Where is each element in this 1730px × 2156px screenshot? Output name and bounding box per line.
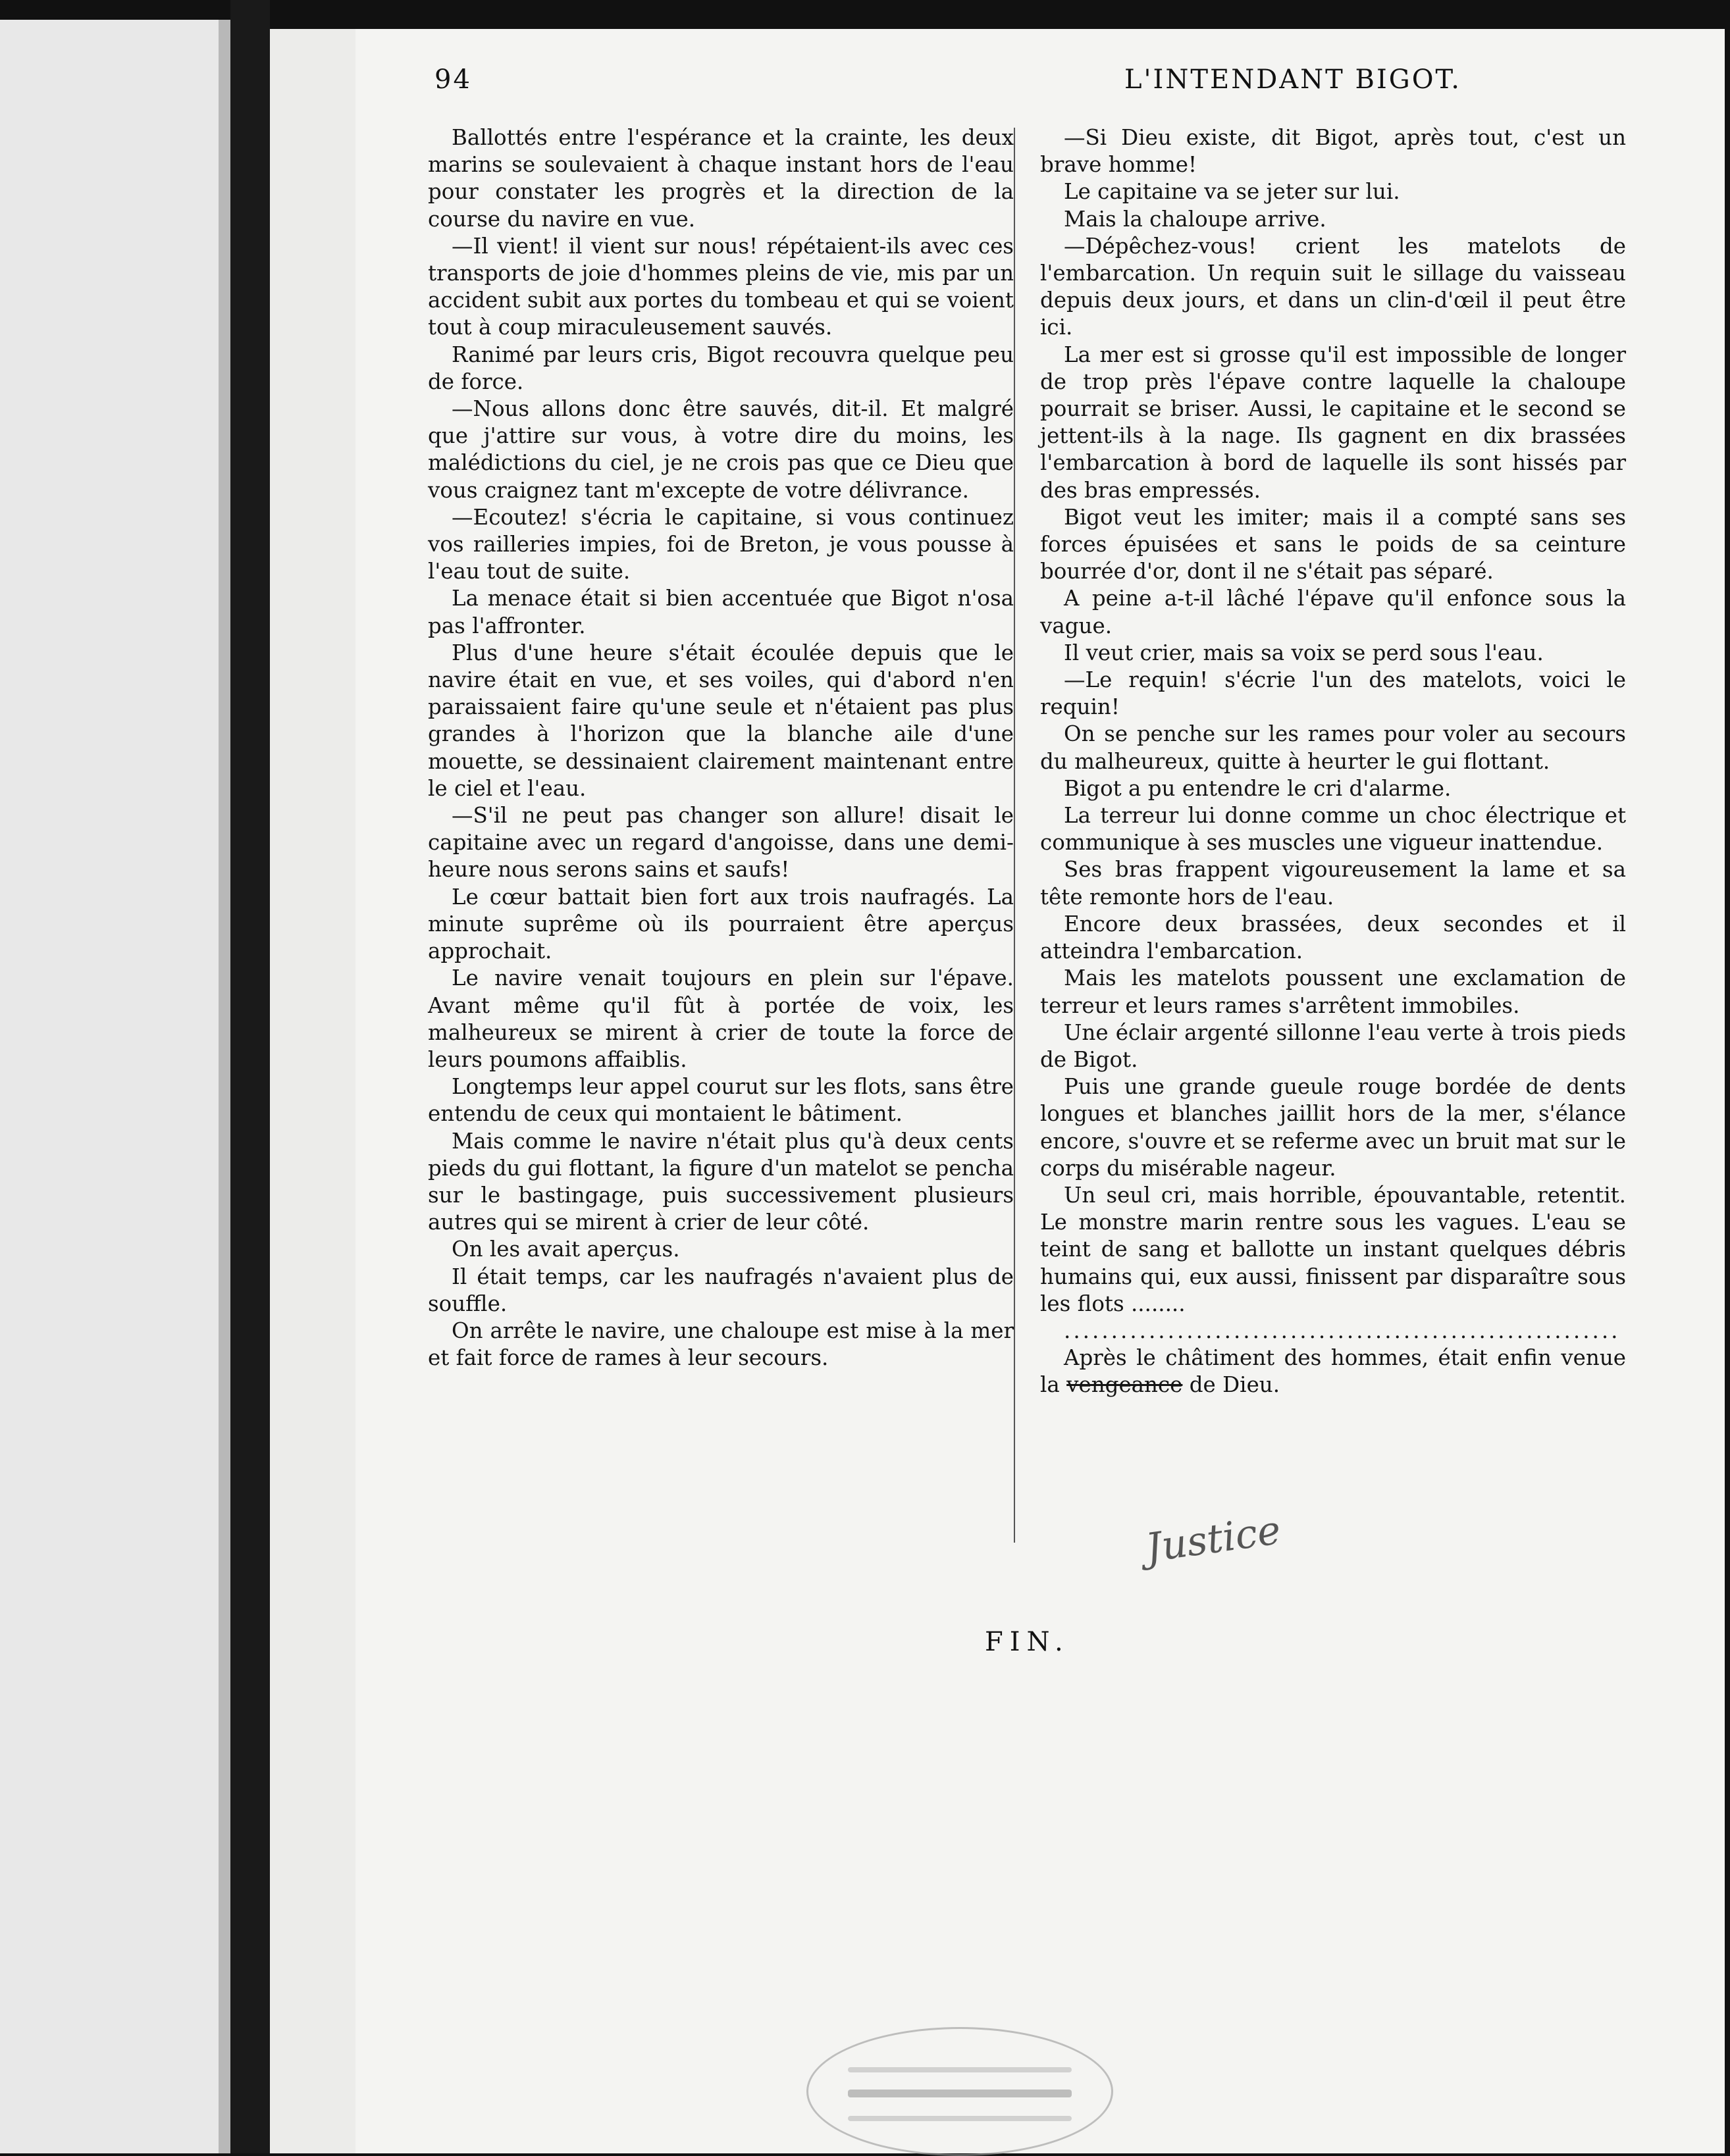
paragraph: Une éclair argenté sillonne l'eau verte à trois pieds de Bigot. — [1040, 1019, 1626, 1072]
page-inner-edge — [270, 29, 355, 2153]
handwritten-correction: Justice — [1143, 1507, 1284, 1572]
running-title: L'INTENDANT BIGOT. — [1124, 64, 1461, 95]
column-divider — [1014, 128, 1015, 1543]
paragraph: —Nous allons donc être sauvés, dit-il. Et malgré que j'attire sur vous, à votre dire du moins, les malédictions du ciel, je ne crois pas que ce Dieu que vous craignez tant m'excepte de votre délivrance. — [428, 396, 1014, 503]
page-number: 94 — [434, 64, 472, 95]
paragraph: —Le requin! s'écrie l'un des matelots, voici le requin! — [1040, 667, 1626, 720]
paragraph: Encore deux brassées, deux secondes et il atteindra l'embarcation. — [1040, 911, 1626, 964]
paragraph: A peine a-t-il lâché l'épave qu'il enfonce sous la vague. — [1040, 586, 1626, 638]
paragraph: Bigot a pu entendre le cri d'alarme. — [1064, 775, 1452, 801]
paragraph: Il était temps, car les naufragés n'avaient plus de souffle. — [428, 1264, 1014, 1316]
paragraph: —Dépêchez-vous! crient les matelots de l'embarcation. Un requin suit le sillage du vaisseau depuis deux jours, et dans un clin-d'œil il peut être ici. — [1040, 233, 1626, 340]
paragraph: Plus d'une heure s'était écoulée depuis que le navire était en vue, et ses voiles, qui d'abord n'en paraissaient faire qu'une seule et n'étaient pas plus grandes à l'horizon que la blanche aile d'une mouette, se dessinaient clairement maintenant entre le ciel et l'eau. — [428, 640, 1014, 801]
paragraph: Ballottés entre l'espérance et la crainte, les deux marins se soulevaient à chaque instant hors de l'eau pour constater les progrès et la direction de la course du navire en vue. — [428, 125, 1014, 232]
paragraph: —Il vient! il vient sur nous! répétaient-ils avec ces transports de joie d'hommes pleins de vie, mis par un accident subit aux portes du tombeau et qui se voient tout à coup miraculeusement sauvés. — [428, 233, 1014, 340]
paragraph: Mais les matelots poussent une exclamation de terreur et leurs rames s'arrêtent immobiles. — [1040, 965, 1626, 1018]
stamp-line — [848, 2090, 1072, 2097]
paragraph: Ses bras frappent vigoureusement la lame et sa tête remonte hors de l'eau. — [1040, 857, 1626, 910]
book-gutter — [230, 0, 270, 2153]
closing-paragraph — [1040, 1345, 1626, 1399]
dotted-separator: ........................................................... — [1064, 1318, 1621, 1343]
paragraph: Bigot veut les imiter; mais il a compté sans ses forces épuisées et sans le poids de sa ceinture bourrée d'or, dont il ne s'était pas séparé. — [1040, 504, 1626, 584]
paragraph: Le navire venait toujours en plein sur l'épave. Avant même qu'il fût à portée de voix, les malheureux se mirent à crier de toute la force de leurs poumons affaiblis. — [428, 965, 1014, 1072]
struck-word: vengeance — [1066, 1372, 1183, 1398]
paragraph: —Si Dieu existe, dit Bigot, après tout, c'est un brave homme! — [1040, 125, 1626, 178]
library-stamp — [806, 2027, 1113, 2156]
paragraph: On les avait aperçus. — [452, 1237, 680, 1262]
closing-text-start: Après le châtiment des hommes, était enfin venue la — [1040, 1345, 1626, 1398]
right-column — [1040, 124, 1626, 1399]
paragraph: On se penche sur les rames pour voler au secours du malheureux, quitte à heurter le gui flottant. — [1040, 721, 1626, 774]
paragraph: Mais la chaloupe arrive. — [1064, 206, 1326, 232]
paragraph: Un seul cri, mais horrible, épouvantable, retentit. Le monstre marin rentre sous les vagues. L'eau se teint de sang et ballotte un instant quelques débris humains qui, eux aussi, finissent par disparaître sous les flots ........ — [1040, 1182, 1626, 1316]
paragraph: La mer est si grosse qu'il est impossible de longer de trop près l'épave contre laquelle la chaloupe pourrait se briser. Aussi, le capitaine et le second se jettent-ils à la nage. Ils gagnent en dix brassées l'embarcation à bord de laquelle ils sont hissés par des bras empressés. — [1040, 342, 1626, 503]
scanned-page — [270, 29, 1725, 2153]
paragraph: Il veut crier, mais sa voix se perd sous l'eau. — [1064, 640, 1544, 665]
page-shadow — [219, 20, 230, 2153]
previous-page-edge — [0, 20, 230, 2153]
paragraph: Ranimé par leurs cris, Bigot recouvra quelque peu de force. — [428, 342, 1014, 394]
left-column — [428, 124, 1014, 1372]
paragraph: —S'il ne peut pas changer son allure! disait le capitaine avec un regard d'angoisse, dans une demi-heure nous serons sains et saufs! — [428, 803, 1014, 883]
paragraph: Le capitaine va se jeter sur lui. — [1064, 179, 1400, 205]
paragraph: Puis une grande gueule rouge bordée de dents longues et blanches jaillit hors de la mer, s'élance encore, s'ouvre et se referme avec un bruit mat sur le corps du misérable nageur. — [1040, 1074, 1626, 1181]
paragraph: On arrête le navire, une chaloupe est mise à la mer et fait force de rames à leur secours. — [428, 1318, 1014, 1371]
paragraph: La terreur lui donne comme un choc électrique et communique à ses muscles une vigueur inattendue. — [1040, 803, 1626, 856]
stamp-line — [848, 2116, 1072, 2121]
closing-text-end: de Dieu. — [1182, 1372, 1280, 1398]
end-marker: FIN. — [985, 1627, 1070, 1657]
paragraph: Le cœur battait bien fort aux trois naufragés. La minute suprême où ils pourraient être aperçus approchait. — [428, 884, 1014, 964]
stamp-line — [848, 2067, 1072, 2072]
paragraph: Mais comme le navire n'était plus qu'à deux cents pieds du gui flottant, la figure d'un matelot se pencha sur le bastingage, puis successivement plusieurs autres qui se mirent à crier de leur côté. — [428, 1128, 1014, 1235]
paragraph: La menace était si bien accentuée que Bigot n'osa pas l'affronter. — [428, 586, 1014, 638]
paragraph: —Ecoutez! s'écria le capitaine, si vous continuez vos railleries impies, foi de Breton, je vous pousse à l'eau tout de suite. — [428, 504, 1014, 584]
paragraph: Longtemps leur appel courut sur les flots, sans être entendu de ceux qui montaient le bâtiment. — [428, 1074, 1014, 1127]
